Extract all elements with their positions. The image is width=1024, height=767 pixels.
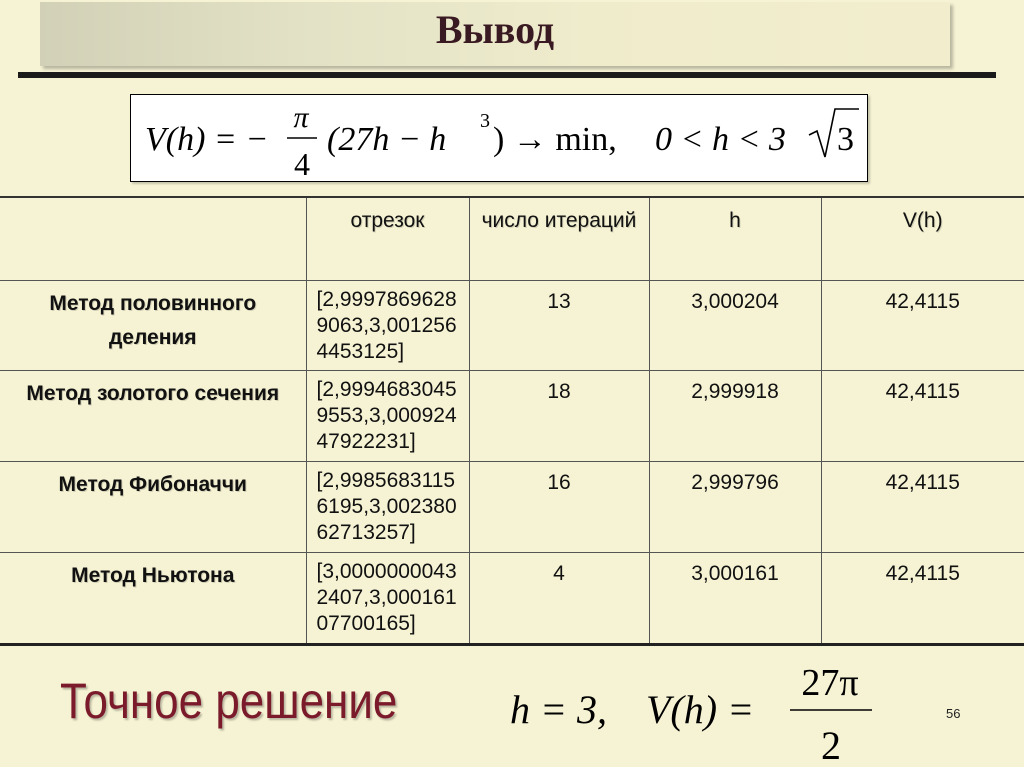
method-name: Метод золотого сечения <box>0 371 306 462</box>
exact-v: V(h) = <box>646 687 755 732</box>
formula-body: (27h − h <box>327 121 447 158</box>
formula-constraint: 0 < h < 3 <box>655 121 786 158</box>
header-cell-v: V(h) <box>821 197 1024 280</box>
formula-sqrt-arg: 3 <box>837 121 854 158</box>
formula-lhs: V(h) = − <box>145 121 269 158</box>
table-row <box>0 371 1024 462</box>
iterations-value: 4 <box>469 553 649 645</box>
exact-solution-label: Точное решение <box>60 673 398 729</box>
iterations-value: 16 <box>469 462 649 553</box>
h-value: 2,999796 <box>649 462 821 553</box>
formula-frac-num: π <box>293 101 309 134</box>
method-name: Метод Фибоначчи <box>0 462 306 553</box>
exact-frac-den: 2 <box>821 723 841 767</box>
table-header-row <box>0 197 1024 280</box>
header-cell-interval: отрезок <box>306 197 469 280</box>
h-value: 3,000204 <box>649 280 821 371</box>
objective-formula <box>130 94 868 182</box>
interval-value: [2,99978696289063,3,0012564453125] <box>306 280 469 371</box>
v-value: 42,4115 <box>821 553 1024 645</box>
v-value: 42,4115 <box>821 371 1024 462</box>
iterations-value: 13 <box>469 280 649 371</box>
interval-value: [3,00000000432407,3,00016107700165] <box>306 553 469 645</box>
exact-h: h = 3, <box>510 687 607 732</box>
slide-number: 56 <box>946 706 961 721</box>
v-value: 42,4115 <box>821 462 1024 553</box>
interval-value: [2,99856831156195,3,00238062713257] <box>306 462 469 553</box>
results-table <box>0 196 1024 646</box>
exact-frac-num: 27π <box>801 662 859 704</box>
v-value: 42,4115 <box>821 280 1024 371</box>
formula-frac-den: 4 <box>294 146 310 181</box>
formula-exponent: 3 <box>480 110 490 132</box>
header-cell-h: h <box>649 197 821 280</box>
title-divider <box>18 72 996 78</box>
iterations-value: 18 <box>469 371 649 462</box>
header-cell-method <box>0 197 306 280</box>
method-name: Метод Ньютона <box>0 553 306 645</box>
h-value: 3,000161 <box>649 553 821 645</box>
method-name: Метод половинного деления <box>0 280 306 371</box>
slide-title: Вывод <box>435 7 555 52</box>
header-cell-iterations: число итераций <box>469 197 649 280</box>
interval-value: [2,99946830459553,3,00092447922231] <box>306 371 469 462</box>
formula-tail: ) → min, <box>493 121 617 158</box>
exact-solution-formula <box>500 655 900 767</box>
h-value: 2,999918 <box>649 371 821 462</box>
table-row <box>0 280 1024 371</box>
table-row <box>0 553 1024 645</box>
table-row <box>0 462 1024 553</box>
